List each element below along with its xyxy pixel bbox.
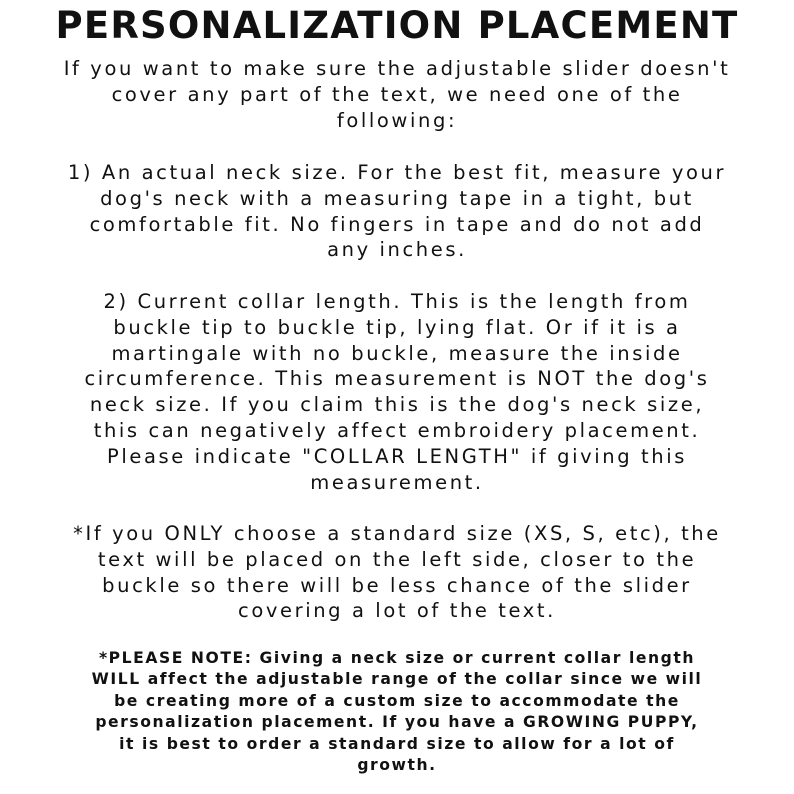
text-line: martingale with no buckle, measure the inside [111, 341, 683, 365]
text-line: If you want to make sure the adjustable slider doesn't [63, 57, 731, 80]
text-line: buckle so there will be less chance of the slider [102, 573, 692, 597]
text-line: measurement. [310, 470, 484, 494]
text-line: buckle tip to buckle tip, lying flat. Or if it is a [113, 315, 681, 339]
text-line: covering a lot of the text. [238, 599, 556, 623]
text-line: following: [336, 108, 458, 132]
text-line: be creating more of a custom size to accommodate the [114, 691, 680, 710]
text-line: it is best to order a standard size to allow for a lot of [119, 734, 675, 753]
text-line: neck size. If you claim this is the dog's neck size, [89, 393, 705, 417]
intro-paragraph [14, 56, 780, 133]
text-line: dog's neck with a measuring tape in a tight, but [100, 186, 694, 210]
text-line: cover any part of the text, we need one of the [111, 82, 683, 106]
page-title: PERSONALIZATION PLACEMENT [55, 4, 739, 47]
option-1-neck-size-paragraph [14, 160, 780, 263]
text-line: circumference. This measurement is NOT the dog's [84, 367, 710, 391]
text-line: *PLEASE NOTE: Giving a neck size or current collar length [98, 649, 696, 667]
option-2-collar-length-paragraph [14, 289, 780, 495]
text-line: WILL affect the adjustable range of the collar since we will [91, 670, 703, 689]
text-line: personalization placement. If you have a GROWING PUPPY, [95, 713, 699, 732]
text-line: any inches. [327, 238, 467, 262]
text-line: Please indicate "COLLAR LENGTH" if giving this [106, 444, 688, 468]
standard-size-paragraph [14, 521, 780, 624]
please-note-paragraph [14, 648, 780, 776]
text-line: 1) An actual neck size. For the best fit, measure your [67, 161, 727, 184]
text-line: this can negatively affect embroidery placement. [93, 418, 701, 442]
text-line: *If you ONLY choose a standard size (XS, S, etc), the [73, 522, 721, 545]
text-line: 2) Current collar length. This is the length from [103, 290, 691, 313]
text-line: comfortable fit. No fingers in tape and do not add [89, 212, 705, 236]
text-line: text will be placed on the left side, closer to the [97, 547, 697, 571]
text-line: growth. [357, 756, 437, 775]
